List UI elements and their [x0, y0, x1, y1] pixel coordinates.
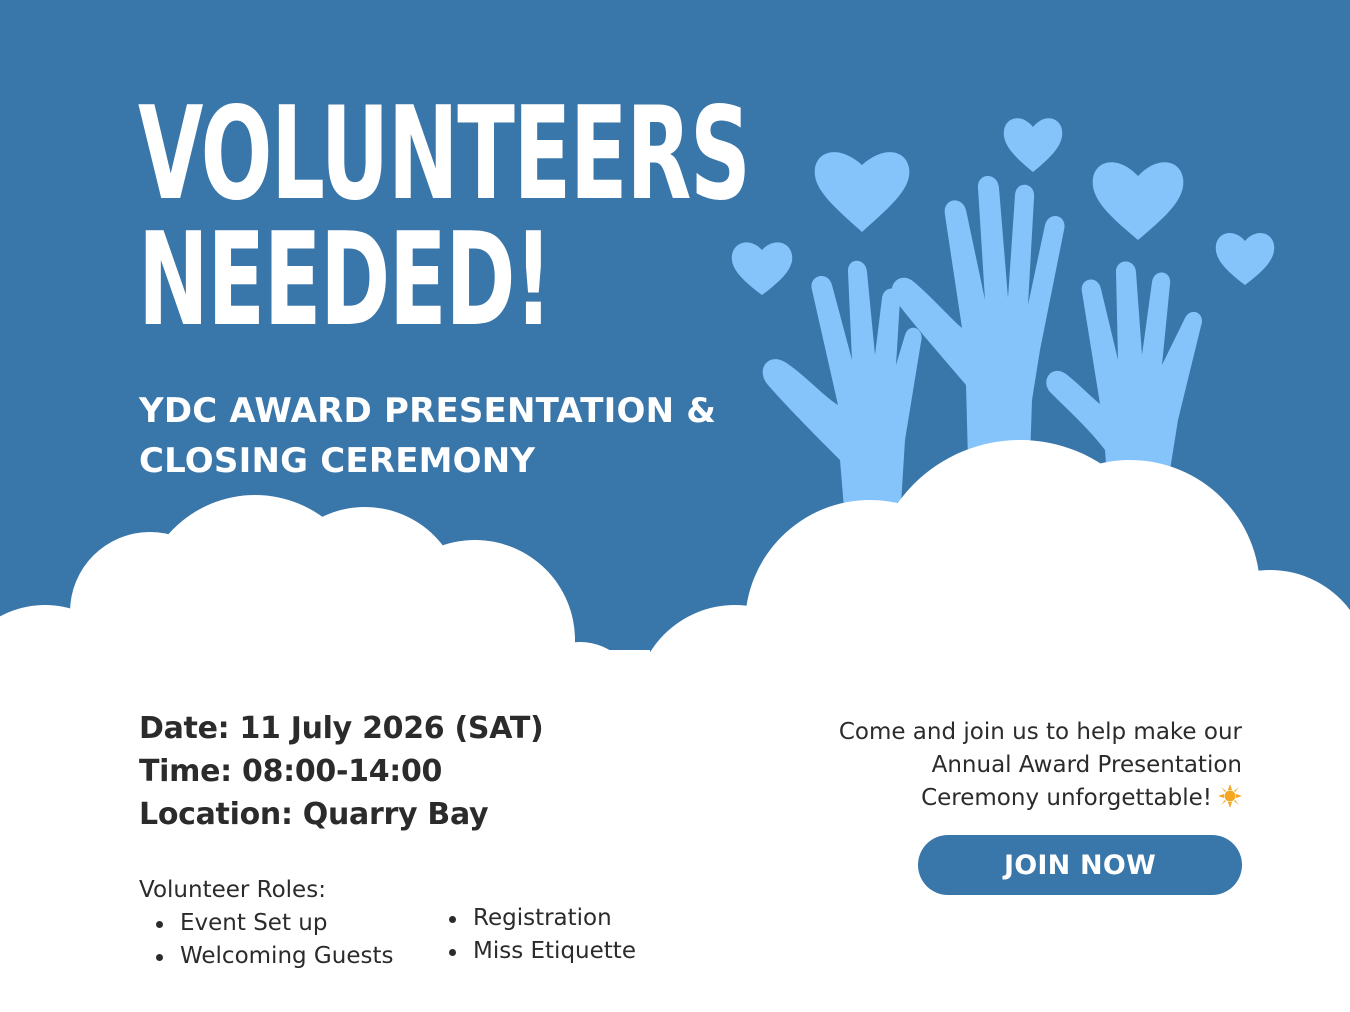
roles-title: Volunteer Roles: [139, 877, 326, 903]
subtitle-line-1: YDC AWARD PRESENTATION & [139, 391, 717, 431]
headline-line-1: VOLUNTEERS [138, 80, 750, 229]
invite-line-2: Annual Award Presentation [931, 752, 1242, 778]
event-details [139, 707, 543, 836]
event-time: Time: 08:00-14:00 [139, 754, 443, 789]
role-item: Registration [432, 902, 636, 935]
subtitle-line-2: CLOSING CEREMONY [139, 441, 536, 481]
roles-list-right [432, 902, 636, 968]
invite-line-3: Ceremony unforgettable! [921, 785, 1212, 811]
event-subtitle [139, 386, 716, 486]
sun-emoji-icon [1218, 784, 1242, 808]
invite-line-3-wrap [772, 782, 1242, 815]
event-location: Location: Quarry Bay [139, 797, 489, 832]
headline [138, 80, 750, 355]
join-now-button[interactable]: JOIN NOW [918, 835, 1242, 895]
roles-list-left [139, 907, 393, 973]
invite-line-1: Come and join us to help make our [838, 719, 1242, 745]
role-item: Miss Etiquette [432, 935, 636, 968]
role-item: Welcoming Guests [139, 940, 393, 973]
headline-line-2: NEEDED! [138, 206, 552, 355]
event-date: Date: 11 July 2026 (SAT) [139, 711, 544, 746]
invite-text [772, 716, 1242, 815]
role-item: Event Set up [139, 907, 393, 940]
